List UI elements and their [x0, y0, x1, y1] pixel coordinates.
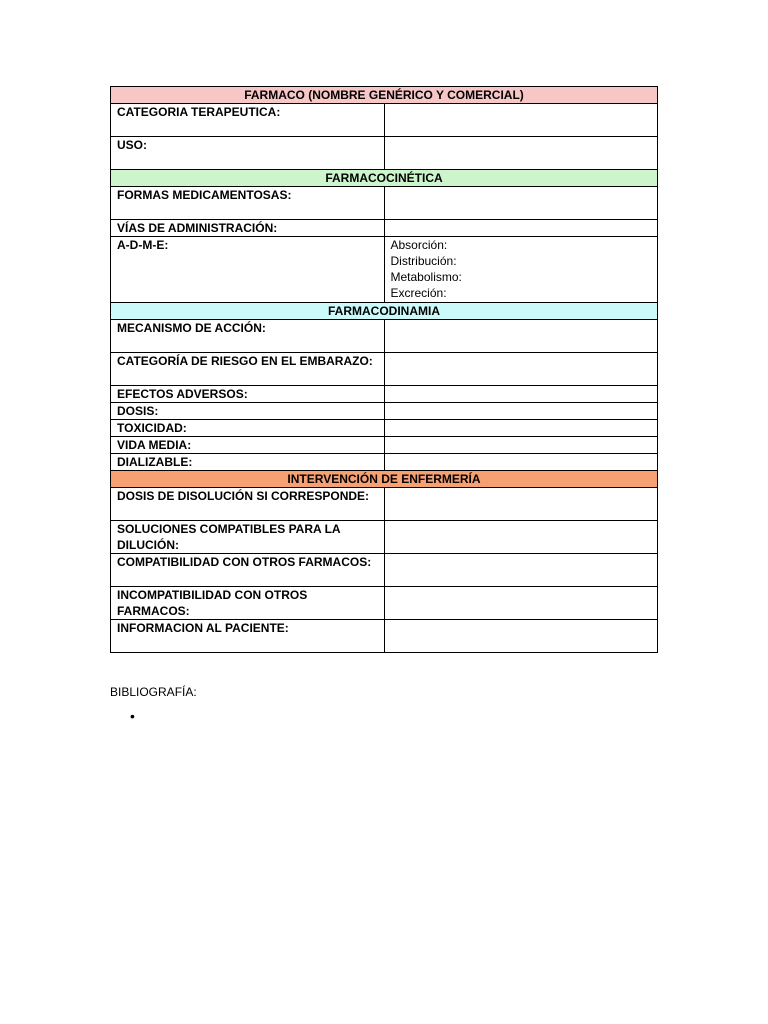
label-riesgo-embarazo: CATEGORÍA DE RIESGO EN EL EMBARAZO:: [111, 353, 385, 386]
label-toxicidad: TOXICIDAD:: [111, 420, 385, 437]
drug-info-table: [110, 86, 658, 653]
value-dializable[interactable]: [384, 454, 658, 471]
adme-distribucion: Distribución:: [390, 254, 457, 268]
table-row: [111, 403, 658, 420]
table-row: [111, 471, 658, 488]
bibliography-bullet[interactable]: •: [130, 708, 135, 724]
label-dializable: DIALIZABLE:: [111, 454, 385, 471]
label-dosis-disolucion: DOSIS DE DISOLUCIÓN SI CORRESPONDE:: [111, 488, 385, 521]
table-row: [111, 353, 658, 386]
table-row: [111, 320, 658, 353]
table-row: [111, 454, 658, 471]
table-row: [111, 420, 658, 437]
table-row: [111, 303, 658, 320]
adme-metabolismo: Metabolismo:: [390, 270, 462, 284]
table-row: [111, 620, 658, 653]
section-header-farmacodinamia: FARMACODINAMIA: [111, 303, 658, 320]
value-uso[interactable]: [384, 137, 658, 170]
table-row: [111, 104, 658, 137]
value-informacion-paciente[interactable]: [384, 620, 658, 653]
table-row: [111, 437, 658, 454]
value-soluciones-compatibles[interactable]: [384, 521, 658, 554]
label-vias-administracion: VÍAS DE ADMINISTRACIÓN:: [111, 220, 385, 237]
value-vias-administracion[interactable]: [384, 220, 658, 237]
value-toxicidad[interactable]: [384, 420, 658, 437]
label-vida-media: VIDA MEDIA:: [111, 437, 385, 454]
value-formas-medicamentosas[interactable]: [384, 187, 658, 220]
value-adme[interactable]: [384, 237, 658, 303]
label-dosis: DOSIS:: [111, 403, 385, 420]
table-row: [111, 137, 658, 170]
table-row: [111, 220, 658, 237]
label-incompatibilidad: INCOMPATIBILIDAD CON OTROS FARMACOS:: [111, 587, 385, 620]
value-compatibilidad[interactable]: [384, 554, 658, 587]
label-formas-medicamentosas: FORMAS MEDICAMENTOSAS:: [111, 187, 385, 220]
label-efectos-adversos: EFECTOS ADVERSOS:: [111, 386, 385, 403]
table-row: [111, 237, 658, 303]
value-categoria-terapeutica[interactable]: [384, 104, 658, 137]
bibliography-label: BIBLIOGRAFÍA:: [110, 685, 197, 699]
table-row: [111, 554, 658, 587]
label-uso: USO:: [111, 137, 385, 170]
label-informacion-paciente: INFORMACION AL PACIENTE:: [111, 620, 385, 653]
value-dosis[interactable]: [384, 403, 658, 420]
table-row: [111, 521, 658, 554]
table-row: [111, 87, 658, 104]
adme-excrecion: Excreción:: [390, 286, 447, 300]
value-efectos-adversos[interactable]: [384, 386, 658, 403]
section-header-intervencion: INTERVENCIÓN DE ENFERMERÍA: [111, 471, 658, 488]
label-adme: A-D-M-E:: [111, 237, 385, 303]
value-dosis-disolucion[interactable]: [384, 488, 658, 521]
value-riesgo-embarazo[interactable]: [384, 353, 658, 386]
table-row: [111, 187, 658, 220]
section-header-farmacocinetica: FARMACOCINÉTICA: [111, 170, 658, 187]
table-row: [111, 488, 658, 521]
value-mecanismo-accion[interactable]: [384, 320, 658, 353]
table-row: [111, 587, 658, 620]
value-incompatibilidad[interactable]: [384, 587, 658, 620]
label-categoria-terapeutica: CATEGORIA TERAPEUTICA:: [111, 104, 385, 137]
section-header-farmaco: FARMACO (NOMBRE GENÉRICO Y COMERCIAL): [111, 87, 658, 104]
label-mecanismo-accion: MECANISMO DE ACCIÓN:: [111, 320, 385, 353]
adme-absorcion: Absorción:: [390, 238, 448, 252]
label-compatibilidad: COMPATIBILIDAD CON OTROS FARMACOS:: [111, 554, 385, 587]
table-row: [111, 386, 658, 403]
value-vida-media[interactable]: [384, 437, 658, 454]
table-row: [111, 170, 658, 187]
label-soluciones-compatibles: SOLUCIONES COMPATIBLES PARA LA DILUCIÓN:: [111, 521, 385, 554]
